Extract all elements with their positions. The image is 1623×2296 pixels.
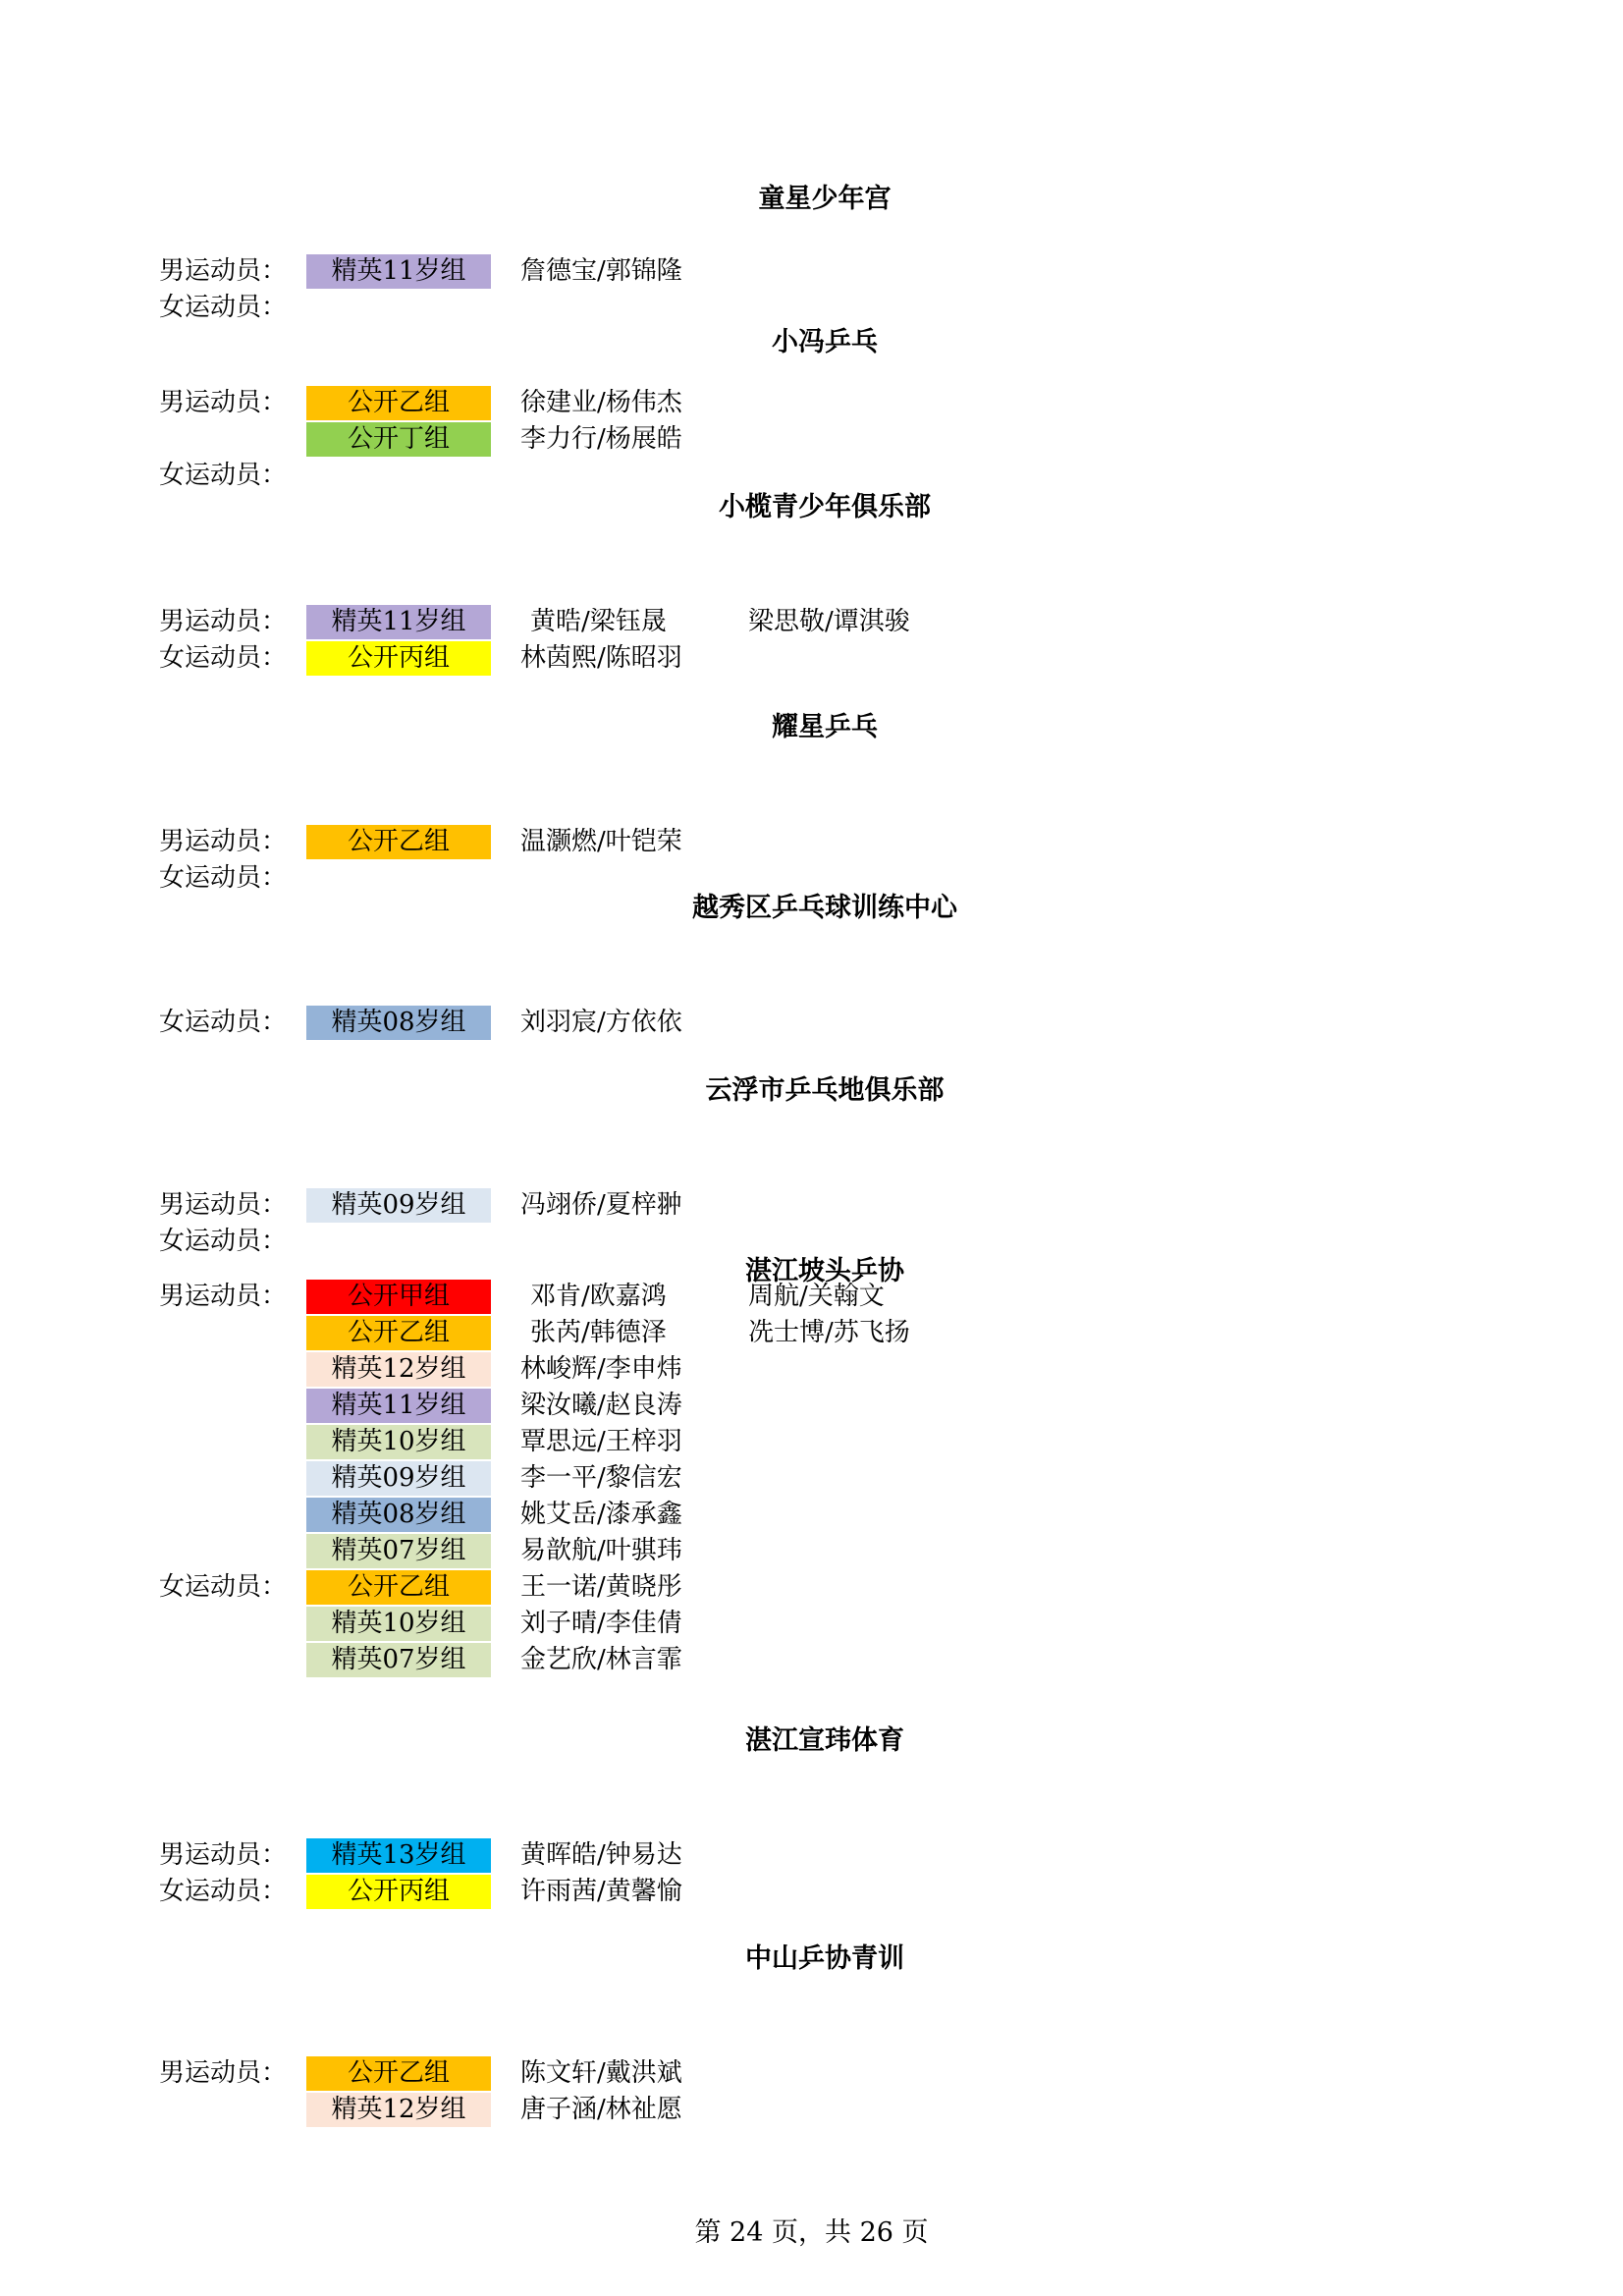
player-pair: 张芮/韩德泽: [530, 1318, 667, 1347]
player-pair: 梁汝曦/赵良涛: [520, 1391, 682, 1420]
group-badge: 精英12岁组: [306, 1352, 491, 1387]
club-title: 中山乒协青训: [745, 1943, 904, 1974]
player-pair: 邓肯/欧嘉鸿: [530, 1282, 667, 1311]
gender-label: 女运动员：: [159, 1877, 288, 1906]
group-badge: 精英10岁组: [306, 1425, 491, 1459]
group-badge: 公开乙组: [306, 1316, 491, 1350]
player-pair: 徐建业/杨伟杰: [520, 388, 682, 417]
club-title: 童星少年宫: [758, 184, 892, 214]
club-title: 越秀区乒乓球训练中心: [692, 893, 957, 923]
group-badge: 公开乙组: [306, 386, 491, 420]
group-badge: 精英07岁组: [306, 1534, 491, 1568]
player-pair: 冯翊侨/夏梓翀: [520, 1190, 682, 1220]
group-badge: 公开乙组: [306, 825, 491, 859]
group-badge: 精英12岁组: [306, 2093, 491, 2127]
player-pair: 唐子涵/林祉愿: [520, 2095, 682, 2124]
group-badge: 公开乙组: [306, 2056, 491, 2091]
group-badge: 精英13岁组: [306, 1838, 491, 1873]
gender-label: 女运动员：: [159, 1227, 288, 1256]
group-badge: 公开乙组: [306, 1570, 491, 1605]
player-pair: 刘羽宸/方依依: [520, 1008, 682, 1037]
gender-label: 女运动员：: [159, 863, 288, 893]
gender-label: 男运动员：: [159, 388, 288, 417]
player-pair: 温灏燃/叶铠荣: [520, 827, 682, 856]
gender-label: 男运动员：: [159, 1282, 288, 1311]
gender-label: 女运动员：: [159, 1008, 288, 1037]
gender-label: 女运动员：: [159, 461, 288, 490]
player-pair: 林峻辉/李申炜: [520, 1354, 682, 1384]
player-pair: 李力行/杨展皓: [520, 424, 682, 454]
gender-label: 男运动员：: [159, 1190, 288, 1220]
gender-label: 男运动员：: [159, 256, 288, 286]
gender-label: 女运动员：: [159, 643, 288, 673]
player-pair: 冼士博/苏飞扬: [748, 1318, 910, 1347]
club-title: 小榄青少年俱乐部: [719, 492, 931, 522]
page-number: 第 24 页，共 26 页: [694, 2217, 929, 2248]
player-pair: 覃思远/王梓羽: [520, 1427, 682, 1456]
group-badge: 公开丁组: [306, 422, 491, 457]
group-badge: 精英10岁组: [306, 1607, 491, 1641]
player-pair: 梁思敬/谭淇骏: [748, 607, 910, 636]
club-title: 云浮市乒乓地俱乐部: [705, 1075, 945, 1106]
group-badge: 精英11岁组: [306, 254, 491, 289]
group-badge: 精英08岁组: [306, 1006, 491, 1040]
group-badge: 公开丙组: [306, 1875, 491, 1909]
gender-label: 女运动员：: [159, 293, 288, 322]
player-pair: 林茵熙/陈昭羽: [520, 643, 682, 673]
player-pair: 陈文轩/戴洪斌: [520, 2058, 682, 2088]
player-pair: 李一平/黎信宏: [520, 1463, 682, 1493]
group-badge: 精英11岁组: [306, 1389, 491, 1423]
club-title: 湛江宣玮体育: [745, 1725, 904, 1756]
player-pair: 金艺欣/林言霏: [520, 1645, 682, 1674]
gender-label: 男运动员：: [159, 2058, 288, 2088]
gender-label: 男运动员：: [159, 1840, 288, 1870]
group-badge: 公开甲组: [306, 1280, 491, 1314]
gender-label: 男运动员：: [159, 827, 288, 856]
group-badge: 精英11岁组: [306, 605, 491, 639]
group-badge: 精英08岁组: [306, 1498, 491, 1532]
gender-label: 男运动员：: [159, 607, 288, 636]
gender-label: 女运动员：: [159, 1572, 288, 1602]
player-pair: 易歆航/叶骐玮: [520, 1536, 682, 1565]
player-pair: 黄晖皓/钟易达: [520, 1840, 682, 1870]
club-title: 湛江坡头乒协: [745, 1256, 904, 1286]
player-pair: 姚艾岳/漆承鑫: [520, 1500, 682, 1529]
group-badge: 精英09岁组: [306, 1461, 491, 1496]
player-pair: 许雨茜/黄馨愉: [520, 1877, 682, 1906]
player-pair: 周航/关翰文: [748, 1282, 885, 1311]
group-badge: 精英07岁组: [306, 1643, 491, 1677]
club-title: 耀星乒乓: [772, 712, 878, 742]
player-pair: 王一诺/黄晓彤: [520, 1572, 682, 1602]
player-pair: 黄晧/梁钰晟: [530, 607, 667, 636]
club-title: 小冯乒乓: [772, 327, 878, 357]
group-badge: 公开丙组: [306, 641, 491, 676]
player-pair: 詹德宝/郭锦隆: [520, 256, 682, 286]
player-pair: 刘子晴/李佳倩: [520, 1609, 682, 1638]
group-badge: 精英09岁组: [306, 1188, 491, 1223]
